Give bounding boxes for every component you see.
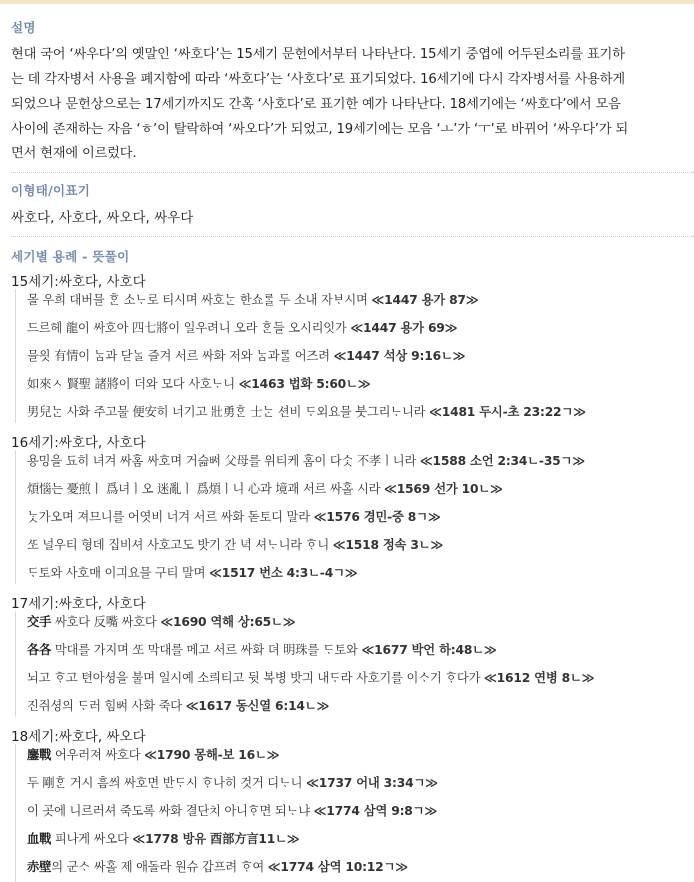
example-text: 두 剛ᄒᆞᆫ 거시 흠씌 싸호면 반ᄃᆞ시 ᄒᆞ나히 것거 디ᄂᆞ니 bbox=[27, 776, 307, 790]
example-citation: ≪1612 연병 8ㄴ≫ bbox=[483, 671, 595, 685]
example-citation: ≪1677 박언 하:48ㄴ≫ bbox=[361, 643, 497, 657]
example-line bbox=[27, 801, 437, 819]
divider bbox=[11, 172, 694, 173]
example-text: ᄃᆞ토와 사호매 이긔요믈 구티 말며 bbox=[27, 566, 210, 580]
example-text: ᄯᅩ 널우티 형데 집비셔 사호고도 밧기 간 녁 셔ᄂᆞ니라 ᄒᆞ니 bbox=[27, 538, 333, 552]
example-citation: ≪1774 삼역 9:8ㄱ≫ bbox=[313, 804, 438, 818]
example-text: 싸호다 反嘴 싸호다 bbox=[51, 615, 161, 629]
example-citation: ≪1778 방유 酉部方言11ㄴ≫ bbox=[132, 832, 300, 846]
example-citation: ≪1690 역해 상:65ㄴ≫ bbox=[160, 615, 296, 629]
example-text: 믈읫 有情이 ᄂᆞᆷ과 닫ᄂᆞᆯ 즐겨 서르 싸화 저와 ᄂᆞᆷ과ᄅᆞᆯ 어즈려 bbox=[27, 349, 334, 363]
example-line bbox=[27, 612, 295, 630]
example-citation: ≪1617 동신열 6:14ㄴ≫ bbox=[185, 699, 330, 713]
example-line bbox=[27, 696, 329, 714]
example-citation: ≪1518 정속 3ㄴ≫ bbox=[332, 538, 444, 552]
example-text: 진쥐셩의 ᄃᆞ러 힘ᄡᅥ 사화 죽다 bbox=[27, 699, 186, 713]
variants-title: 이형태/이표기 bbox=[11, 183, 91, 198]
example-line bbox=[27, 773, 438, 791]
century-label: 15세기:싸호다, 사호다 bbox=[11, 274, 146, 290]
example-citation: ≪1790 몽해-보 16ㄴ≫ bbox=[144, 748, 280, 762]
example-line bbox=[27, 451, 585, 469]
example-group bbox=[15, 744, 692, 882]
example-citation: ≪1447 용가 69≫ bbox=[350, 321, 458, 335]
example-citation: ≪1774 삼역 10:12ㄱ≫ bbox=[267, 860, 408, 874]
example-line bbox=[27, 535, 443, 553]
example-group bbox=[15, 611, 692, 717]
description-line: 현대 국어 ‘싸우다’의 옛말인 ‘싸호다’는 15세기 문헌에서부터 나타난다. 15세기 중엽에 어두된소리를 표기하 bbox=[11, 47, 625, 62]
example-text: 피나게 싸오다 bbox=[51, 832, 133, 846]
example-citation: ≪1447 석상 9:16ㄴ≫ bbox=[333, 349, 466, 363]
example-citation: ≪1447 용가 87≫ bbox=[371, 293, 479, 307]
divider bbox=[11, 236, 694, 237]
example-citation: ≪1517 번소 4:3ㄴ-4ㄱ≫ bbox=[209, 566, 358, 580]
example-headword: 鏖戰 bbox=[27, 748, 52, 762]
example-text: 이 곳에 니르러셔 죽도록 싸화 결단치 아니ᄒᆞ면 되ᄂᆞ냐 bbox=[27, 804, 314, 818]
example-citation: ≪1569 선가 10ㄴ≫ bbox=[384, 482, 503, 496]
example-headword: 交手 bbox=[27, 615, 52, 629]
century-label: 16세기:싸호다, 사호다 bbox=[11, 435, 146, 451]
example-headword: 赤壁 bbox=[27, 860, 52, 874]
example-text: 드르헤 龍이 싸호아 四七將이 일우려니 오라 ᄒᆞᆫ들 오시리잇가 bbox=[27, 321, 351, 335]
description-line: 는 데 각자병서 사용을 폐지함에 따라 ‘싸호다’는 ‘사호다’로 표기되었다. 16세기에 다시 각자병서를 사용하게 bbox=[11, 72, 625, 87]
example-citation: ≪1481 두시-초 23:22ㄱ≫ bbox=[429, 405, 586, 419]
example-text: 어우러져 싸호다 bbox=[51, 748, 145, 762]
example-group bbox=[15, 289, 692, 423]
example-line bbox=[27, 402, 586, 420]
description-line: 되었으나 문헌상으로는 17세기까지도 간혹 ‘사호다’로 표기한 예가 나타난다. 18세기에는 ‘싸호다’에서 모음 bbox=[11, 97, 621, 112]
description-line: 사이에 존재하는 자음 ‘ㅎ’이 탈락하여 ‘싸오다’가 되었고, 19세기에는 모음 ‘ㅗ’가 ‘ㅜ’로 바뀌어 ‘싸우다’가 되 bbox=[11, 122, 629, 137]
description-title: 설명 bbox=[11, 20, 36, 35]
variants-text: 싸호다, 사호다, 싸오다, 싸우다 bbox=[11, 210, 194, 226]
example-line bbox=[27, 374, 370, 392]
example-group bbox=[15, 450, 692, 584]
example-line bbox=[27, 290, 478, 308]
example-line bbox=[27, 668, 594, 686]
example-citation: ≪1737 어내 3:34ㄱ≫ bbox=[306, 776, 438, 790]
example-headword: 血戰 bbox=[27, 832, 52, 846]
example-line bbox=[27, 640, 497, 658]
examples-title: 세기별 용례 - 뜻풀이 bbox=[11, 249, 130, 264]
example-line bbox=[27, 829, 299, 847]
example-text: 煩惱는 憂煎ㅣ 爲녀ㅣ오 迷亂ㅣ 爲煩ㅣ니 心과 境괘 서르 싸홀 시라 bbox=[27, 482, 385, 496]
example-text: ᄂᆞᆺ가오며 져므니를 어엿비 너겨 서르 싸화 돋토디 말라 bbox=[27, 510, 314, 524]
example-citation: ≪1576 경민-중 8ㄱ≫ bbox=[313, 510, 441, 524]
example-line bbox=[27, 507, 441, 525]
example-text: 뇌고 ᄒᆞ고 텬아셩을 불며 일시예 소릐티고 뒷 복병 밧긔 내ᄃᆞ라 사호기를 이ᄉᆞ기 ᄒᆞ다가 bbox=[27, 671, 484, 685]
example-text: 용밍을 됴히 녀겨 싸홈 싸호며 거슯ᄡᅥ 父母를 위티케 홈이 다ᄉᆞᆺ 不孝ㅣ니라 bbox=[27, 454, 420, 468]
example-text: 如來ㅅ 賢聖 諸將이 더와 모다 사호ᄂᆞ니 bbox=[27, 377, 239, 391]
example-line bbox=[27, 745, 279, 763]
example-line bbox=[27, 479, 503, 497]
century-label: 18세기:싸호다, 싸오다 bbox=[11, 729, 146, 745]
century-label: 17세기:싸호다, 사호다 bbox=[11, 596, 146, 612]
example-line bbox=[27, 857, 408, 875]
example-text: 몰 우희 대버믈 ᄒᆞᆫ 소ᄂᆞ로 티시며 싸호ᄂᆞᆫ 한쇼ᄅᆞᆯ 두 소내 자ᄇᆞ시며 bbox=[27, 293, 372, 307]
example-line bbox=[27, 318, 457, 336]
example-citation: ≪1463 법화 5:60ㄴ≫ bbox=[238, 377, 371, 391]
example-headword: 各各 bbox=[27, 643, 52, 657]
example-text: 男兒ᄂᆞᆫ 사화 주고물 便安히 너기고 壯勇ᄒᆞᆫ 士ᄂᆞᆫ 션비 ᄃᆞ외요믈 붓그리ᄂᆞ니라 bbox=[27, 405, 430, 419]
example-citation: ≪1588 소언 2:34ㄴ-35ㄱ≫ bbox=[419, 454, 585, 468]
example-line bbox=[27, 563, 357, 581]
description-line: 면서 현재에 이르렀다. bbox=[11, 146, 137, 161]
example-text: 의 군ᄉᆞ 싸홀 제 애돌라 원슈 갑프려 ᄒᆞ여 bbox=[51, 860, 268, 874]
top-border bbox=[0, 0, 694, 4]
example-text: 막대를 가지며 ᄯᅩ 막대를 메고 서르 싸화 뎌 明珠를 ᄃᆞ토와 bbox=[51, 643, 362, 657]
example-line bbox=[27, 346, 465, 364]
